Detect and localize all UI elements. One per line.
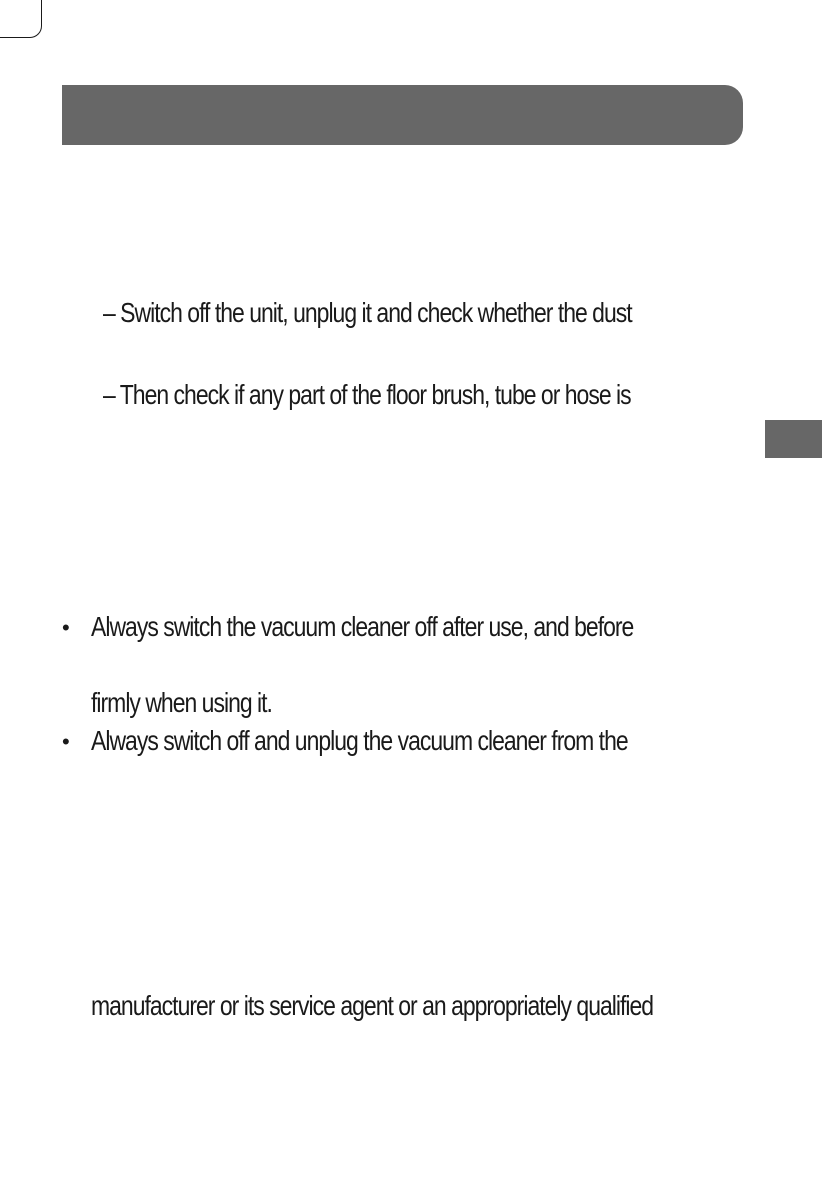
bullet-point: •: [62, 729, 70, 754]
safety-item-1-line-2: firmly when using it.: [91, 687, 272, 718]
crop-mark: [0, 0, 42, 38]
safety-item-2-line-1: Always switch off and unplug the vacuum cleaner from the: [91, 725, 628, 756]
safety-item-3-line: manufacturer or its service agent or an appropriately qualified: [91, 990, 654, 1021]
troubleshooting-step-1: – Switch off the unit, unplug it and check whether the dust: [103, 297, 632, 328]
safety-item-1-line-1: Always switch the vacuum cleaner off after use, and before: [91, 611, 634, 642]
bullet-point: •: [62, 615, 70, 640]
section-header-bar: [62, 85, 743, 145]
side-thumb-tab: [765, 420, 822, 458]
troubleshooting-step-2: – Then check if any part of the floor brush, tube or hose is: [103, 379, 631, 410]
